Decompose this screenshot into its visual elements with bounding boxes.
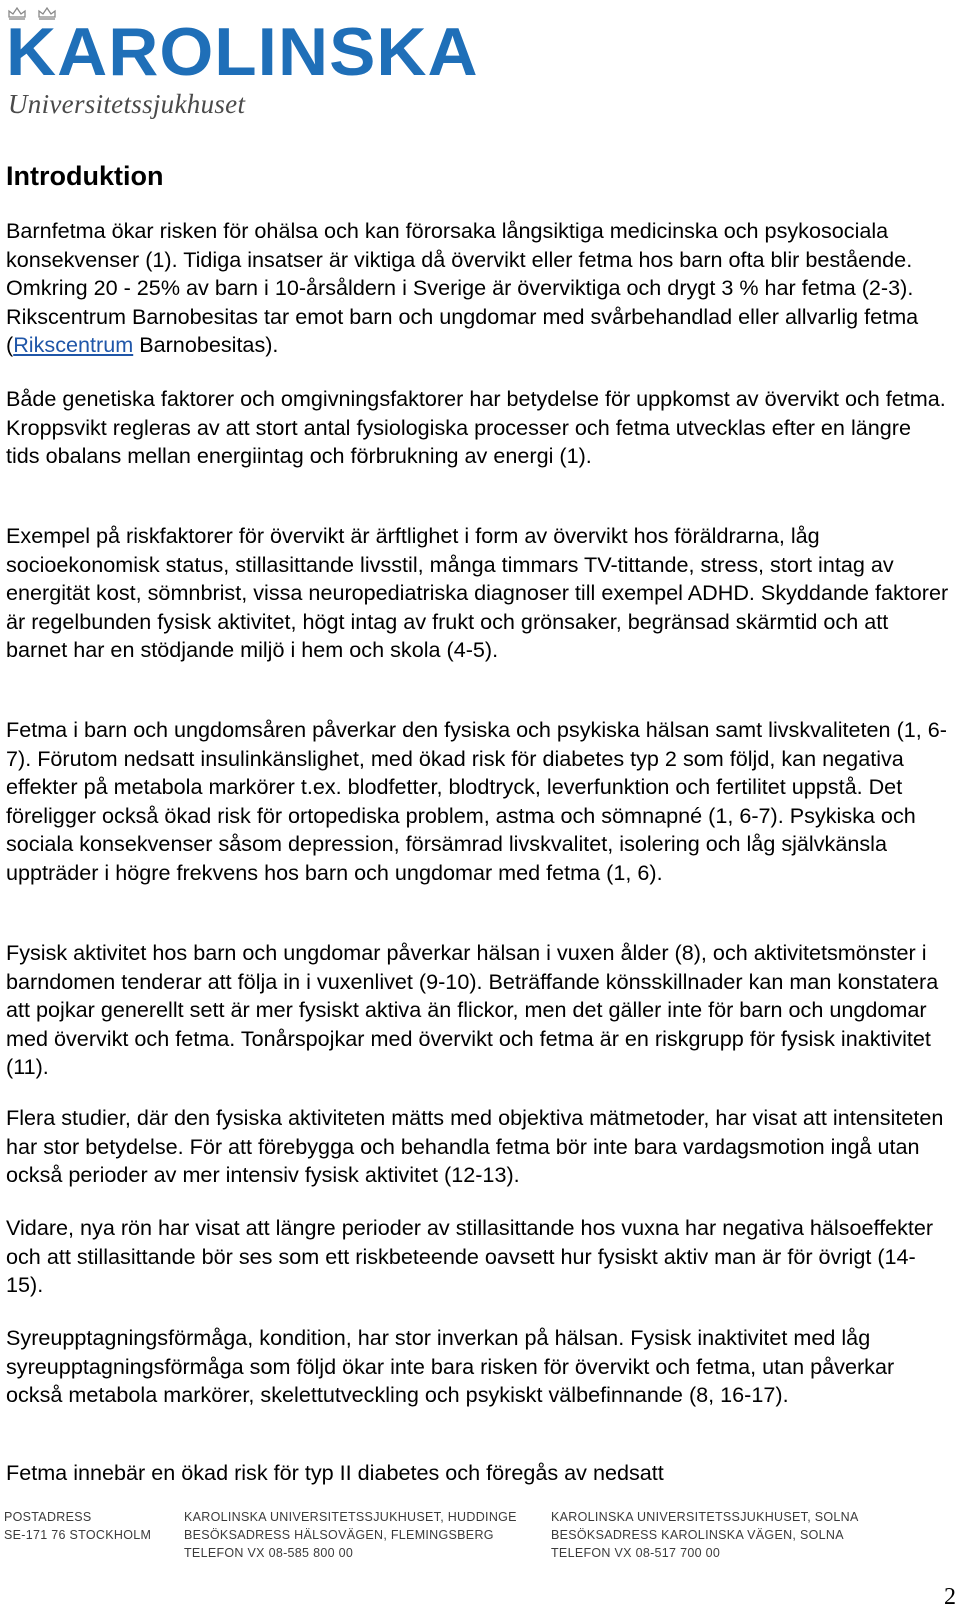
paragraph: Både genetiska faktorer och omgivningsfaktorer har betydelse för uppkomst av övervikt och fetma. Kroppsvikt regleras av att stort antal fysiologiska processer och fetma utvecklas efter en längre tids obalans mellan energiintag och förbrukning av energi (1). (6, 386, 946, 469)
rikscentrum-link[interactable]: Rikscentrum (13, 332, 134, 358)
paragraph (6, 217, 950, 360)
page-footer (0, 1500, 960, 1611)
footer-line: KAROLINSKA UNIVERSITETSSJUKHUSET, HUDDINGE (184, 1510, 517, 1524)
footer-line: POSTADRESS (4, 1510, 92, 1524)
karolinska-logo (6, 4, 506, 122)
paragraph: Fetma innebär en ökad risk för typ II diabetes och föregås av nedsatt (6, 1460, 664, 1485)
paragraph-text: Barnfetma ökar risken för ohälsa och kan förorsaka långsiktiga medicinska och psykosociala konsekvenser (1). Tidiga insatser är viktiga då övervikt eller fetma hos barn ofta blir bestående. Omkring 20 - 25% av barn i 10-årsåldern i Sverige är överviktiga och drygt 3 % har fetma (2-3). Rikscentrum Barnobesitas tar emot barn och ungdomar med svårbehandlad eller allvarlig fetma ( (6, 218, 919, 358)
footer-huddinge-address (184, 1508, 517, 1562)
section-heading: Introduktion (6, 161, 164, 191)
footer-line: KAROLINSKA UNIVERSITETSSJUKHUSET, SOLNA (551, 1510, 859, 1524)
paragraph: Exempel på riskfaktorer för övervikt är ärftlighet i form av övervikt hos föräldrarna, låg socioekonomisk status, stillasittande livsstil, många timmars TV-tittande, stress, stort intag av energität kost, sömnbrist, vissa neuropediatriska diagnoser till exempel ADHD. Skyddande faktorer är regelbunden fysisk aktivitet, högt intag av frukt och grönsaker, begränsad skärmtid och att barnet har en stödjande miljö i hem och skola (4-5). (6, 523, 949, 663)
document-body (6, 158, 950, 1485)
paragraph: Syreupptagningsförmåga, kondition, har stor inverkan på hälsan. Fysisk inaktivitet med låg syreupptagningsförmåga som följd ökar inte bara risken för övervikt och fetma, utan påverkar också metabola markörer, skelettutveckling och psykiskt välbefinnande (8, 16-17). (6, 1325, 895, 1408)
footer-line: TELEFON VX 08-517 700 00 (551, 1546, 721, 1560)
paragraph: Fetma i barn och ungdomsåren påverkar den fysiska och psykiska hälsan samt livskvaliteten (1, 6-7). Förutom nedsatt insulinkänslighet, med ökad risk för diabetes typ 2 som följd, kan negativa effekter på metabola markörer t.ex. blodfetter, blodtryck, leverfunktion och fertilitet uppstå. Det föreligger också ökad risk för ortopediska problem, astma och sömnapné (1, 6-7). Psykiska och sociala konsekvenser såsom depression, försämrad livskvalitet, isolering och låg självkänsla uppträder i högre frekvens hos barn och ungdomar med fetma (1, 6). (6, 717, 947, 885)
logo-subtitle: Universitetssjukhuset (8, 89, 246, 119)
footer-line: BESÖKSADRESS HÄLSOVÄGEN, FLEMINGSBERG (184, 1528, 494, 1542)
paragraph: Fysisk aktivitet hos barn och ungdomar påverkar hälsan i vuxen ålder (8), och aktivitetsmönster i barndomen tenderar att följa in i vuxenlivet (9-10). Beträffande könsskillnader kan man konstatera att pojkar generellt sett är mer fysiskt aktiva än flickor, men det gäller inte för barn och ungdomar med övervikt och fetma. Tonårspojkar med övervikt och fetma är en riskgrupp för fysisk inaktivitet (11). (6, 940, 939, 1080)
logo-wordmark: KAROLINSKA (6, 14, 479, 90)
paragraph: Vidare, nya rön har visat att längre perioder av stillasittande hos vuxna har negativa hälsoeffekter och att stillasittande bör ses som ett riskbeteende oavsett hur fysiskt aktiv man är för övrigt (14-15). (6, 1215, 934, 1298)
footer-line: BESÖKSADRESS KAROLINSKA VÄGEN, SOLNA (551, 1528, 844, 1542)
page-number: 2 (944, 1584, 956, 1610)
footer-line: SE-171 76 STOCKHOLM (4, 1528, 152, 1542)
paragraph-text: Barnobesitas). (133, 332, 279, 358)
footer-solna-address (551, 1508, 859, 1562)
footer-line: TELEFON VX 08-585 800 00 (184, 1546, 354, 1560)
footer-postal-address (4, 1508, 151, 1544)
paragraph: Flera studier, där den fysiska aktiviteten mätts med objektiva mätmetoder, har visat att intensiteten har stor betydelse. För att förebygga och behandla fetma bör inte bara vardagsmotion ingå utan också perioder av mer intensiv fysisk aktivitet (12-13). (6, 1105, 944, 1188)
